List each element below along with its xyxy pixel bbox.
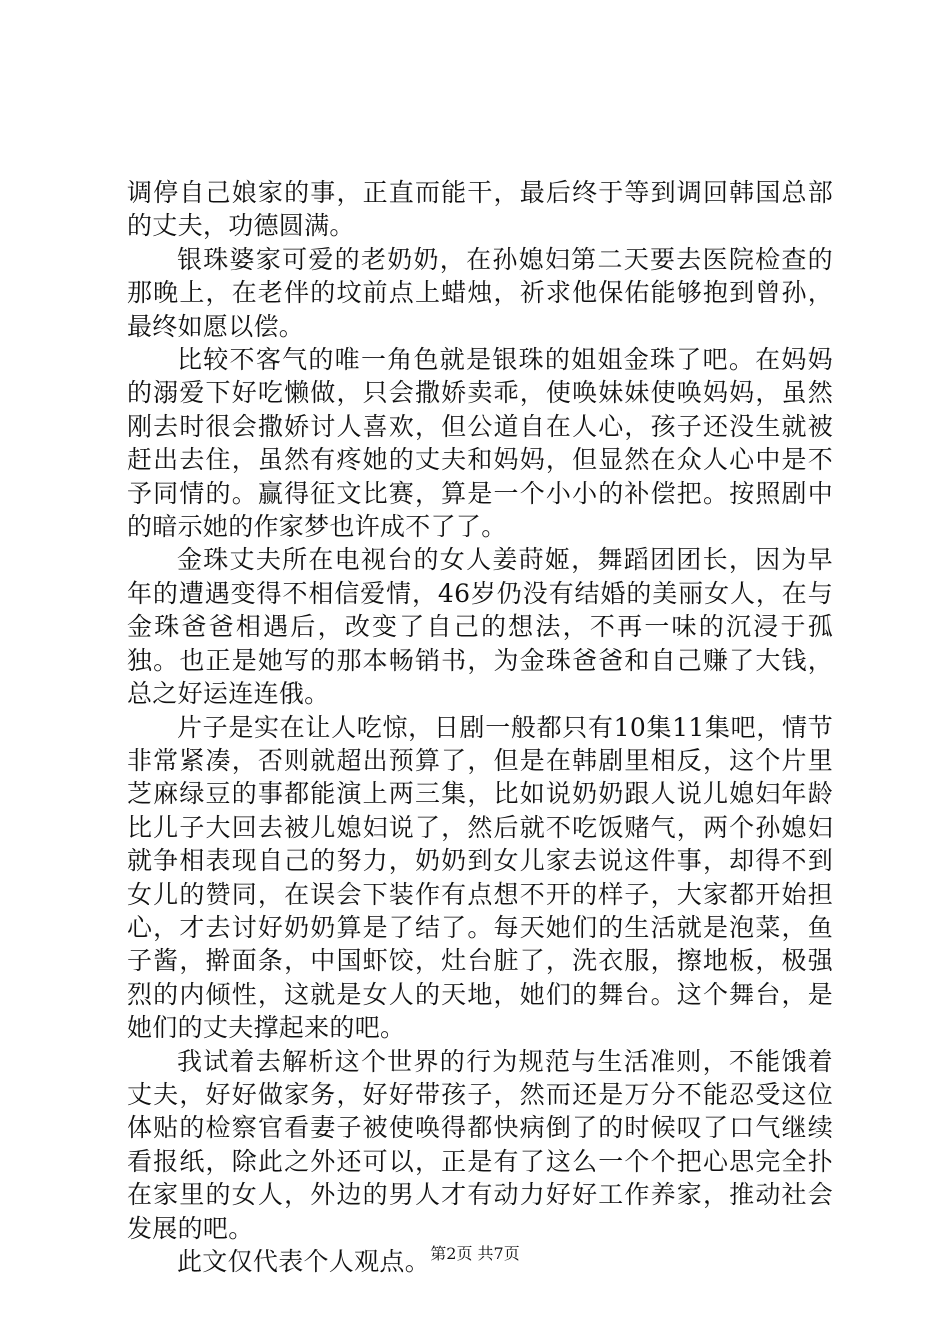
page-number-footer: 第2页 共7页 [430,1244,520,1263]
paragraph-disclaimer: 此文仅代表个人观点。 [177,1247,431,1276]
paragraph-drama-pacing: 片子是实在让人吃惊，日剧一般都只有10集11集吧，情节非常紧凑，否则就超出预算了，但是在韩剧里相反，这个片里芝麻绿豆的事都能演上两三集，比如说奶奶跟人说儿媳妇年龄比儿子大回去被儿媳妇说了，然后就不吃饭赌气，两个孙媳妇就争相表现自己的努力，奶奶到女儿家去说这件事，却得不到女儿的赞同，在误会下装作有点想不开的样子，大家都开始担心，才去讨好奶奶算是了结了。每天她们的生活就是泡菜，鱼子酱，擀面条，中国虾饺，灶台脏了，洗衣服，擦地板，极强烈的内倾性，这就是女人的天地，她们的舞台。这个舞台，是她们的丈夫撑起来的吧。 [127,712,833,1043]
paragraph-jinzhu: 比较不客气的唯一角色就是银珠的姐姐金珠了吧。在妈妈的溺爱下好吃懒做，只会撒娇卖乖，使唤妹妹使唤妈妈，虽然刚去时很会撒娇讨人喜欢，但公道自在人心，孩子还没生就被赶出去住，虽然有疼她的丈夫和妈妈，但显然在众人心中是不予同情的。赢得征文比赛，算是一个小小的补偿把。按照剧中的暗示她的作家梦也许成不了了。 [127,345,833,542]
paragraph-continuation: 调停自己娘家的事，正直而能干，最后终于等到调回韩国总部的丈夫，功德圆满。 [127,178,833,241]
paragraph-jiang-shiji: 金珠丈夫所在电视台的女人姜莳姬，舞蹈团团长，因为早年的遭遇变得不相信爱情，46岁仍没有结婚的美丽女人，在与金珠爸爸相遇后，改变了自己的想法，不再一味的沉浸于孤独。也正是她写的那本畅销书，为金珠爸爸和自己赚了大钱，总之好运连连俄。 [127,545,833,709]
paragraph-grandmother: 银珠婆家可爱的老奶奶，在孙媳妇第二天要去医院检查的那晚上，在老伴的坟前点上蜡烛，祈求他保佑能够抱到曾孙，最终如愿以偿。 [127,244,833,341]
document-body [127,176,833,1278]
paragraph-analysis: 我试着去解析这个世界的行为规范与生活准则，不能饿着丈夫，好好做家务，好好带孩子，然而还是万分不能忍受这位体贴的检察官看妻子被使唤得都快病倒了的时候叹了口气继续看报纸，除此之外还可以，正是有了这么一个个把心思完全扑在家里的女人，外边的男人才有动力好好工作养家，推动社会发展的吧。 [127,1046,833,1243]
